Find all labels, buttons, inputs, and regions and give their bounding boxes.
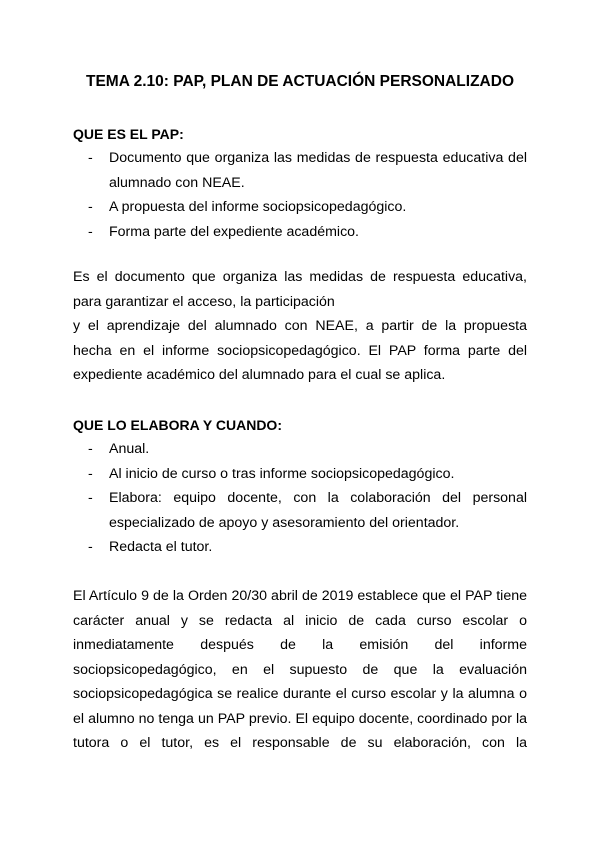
list-item: - Elabora: equipo docente, con la colaboración del personal especializado de apoyo y asesoramiento del orientador. <box>73 486 527 535</box>
paragraph-line: y el aprendizaje del alumnado con NEAE, a partir de la propuesta hecha en el informe sociopsicopedagógico. El PAP forma parte del expediente académico del alumnado para el cual se aplica. <box>73 318 527 383</box>
list-item: - A propuesta del informe sociopsicopedagógico. <box>73 195 527 220</box>
list-item: - Al inicio de curso o tras informe sociopsicopedagógico. <box>73 462 527 487</box>
paragraph-line: Es el documento que organiza las medidas de respuesta educativa, <box>73 269 527 285</box>
paragraph-line: para garantizar el acceso, la participación <box>73 293 335 310</box>
list-item: - Forma parte del expediente académico. <box>73 220 527 245</box>
bullet-list-quien-elabora <box>73 437 527 560</box>
section-heading-que-es: QUE ES EL PAP: <box>73 126 184 142</box>
paragraph-definition <box>73 265 527 388</box>
document-title: TEMA 2.10: PAP, PLAN DE ACTUACIÓN PERSONALIZADO <box>85 73 514 90</box>
list-item: - Anual. <box>73 437 527 462</box>
list-item: - Redacta el tutor. <box>73 535 527 560</box>
bullet-list-que-es <box>73 146 527 244</box>
section-heading-quien-elabora: QUE LO ELABORA Y CUANDO: <box>73 417 282 433</box>
list-item: - Documento que organiza las medidas de respuesta educativa del alumnado con NEAE. <box>73 146 527 195</box>
paragraph-text: El Artículo 9 de la Orden 20/30 abril de 2019 establece que el PAP tiene carácter anual y se redacta al inicio de cada curso escolar o inmediatamente después de la emisión del informe sociopsicopedagógico, en el supuesto de que la evaluación sociopsicopedagógica se realice durante el curso escolar y la alumna o el alumno no tenga un PAP previo. El equipo docente, coordinado por la tutora o el tutor, es el responsable de su elaboración, con la <box>73 588 527 751</box>
paragraph-articulo <box>73 584 527 756</box>
